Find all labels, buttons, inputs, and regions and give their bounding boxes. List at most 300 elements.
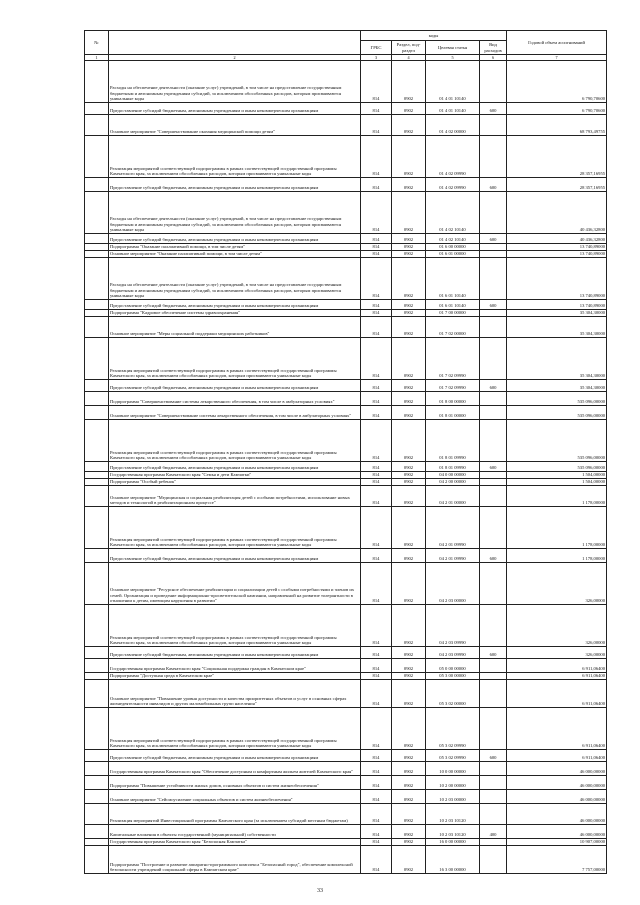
row-cs-cell: 04 2 00 00000	[426, 479, 480, 486]
row-razdel-cell: 0902	[392, 136, 426, 178]
row-cs-cell: 10 2 03 10120	[426, 804, 480, 825]
row-name-cell: Расходы на обеспечение деятельности (оказание услуг) учреждений, в том числе на предоставление государственным бюджетным и автономным учреждениям субсидий, за исключением обособленных расходов, которым присваиваются уникальные коды	[109, 258, 361, 300]
row-vr-cell: 600	[480, 380, 507, 392]
row-cs-cell: 01 7 02 00000	[426, 317, 480, 338]
row-name-cell: Государственная программа Камчатского края "Безопасная Камчатка"	[109, 839, 361, 846]
row-grbs-cell: 814	[361, 244, 392, 251]
row-sum-cell: 35 304,30000	[507, 317, 607, 338]
row-razdel-cell: 0902	[392, 762, 426, 776]
col-vid-header: Вид расходов	[480, 41, 507, 55]
row-razdel-cell: 0902	[392, 790, 426, 804]
row-cs-cell: 04 2 01 09990	[426, 549, 480, 563]
row-grbs-cell: 814	[361, 563, 392, 605]
row-num-cell	[85, 762, 109, 776]
row-num-cell	[85, 563, 109, 605]
table-row	[85, 708, 607, 750]
row-name-cell: Основное мероприятие "Сейсмоусиление социальных объектов и систем жизнеобеспечения"	[109, 790, 361, 804]
row-name-cell: Реализация мероприятий соответствующей подпрограммы в рамках соответствующей государственной программы Камчатского края, за исключением обособленных расходов, которым присваиваются уникальные коды	[109, 605, 361, 647]
row-grbs-cell: 814	[361, 192, 392, 234]
table-row	[85, 472, 607, 479]
row-grbs-cell: 814	[361, 462, 392, 472]
row-cs-cell: 04 2 03 09990	[426, 647, 480, 659]
row-sum-cell: 6 911,06400	[507, 750, 607, 762]
row-cs-cell: 04 0 00 00000	[426, 472, 480, 479]
row-razdel-cell: 0902	[392, 846, 426, 874]
row-num-cell	[85, 192, 109, 234]
row-cs-cell: 01 7 02 09990	[426, 338, 480, 380]
row-vr-cell	[480, 708, 507, 750]
row-sum-cell: 535 096,00000	[507, 406, 607, 420]
row-num-cell	[85, 103, 109, 115]
table-row	[85, 479, 607, 486]
row-cs-cell: 01 6 01 10140	[426, 258, 480, 300]
row-name-cell: Основное мероприятие "Повышение уровня доступности и качества приоритетных объектов и услуг в основных сферах жизнедеятельности инвалидов и других маломобильных групп населения"	[109, 680, 361, 708]
row-grbs-cell: 814	[361, 317, 392, 338]
row-num-cell	[85, 846, 109, 874]
table-row	[85, 310, 607, 317]
row-name-cell: Расходы на обеспечение деятельности (оказание услуг) учреждений, в том числе на предоставление государственным бюджетным и автономным учреждениям субсидий, за исключением обособленных расходов, которым присваиваются уникальные коды	[109, 61, 361, 103]
row-razdel-cell: 0902	[392, 659, 426, 673]
row-name-cell: Реализация мероприятий соответствующей подпрограммы в рамках соответствующей государственной программы Камчатского края, за исключением обособленных расходов, которым присваиваются уникальные коды	[109, 507, 361, 549]
row-num-cell	[85, 310, 109, 317]
row-cs-cell: 01 4 02 00000	[426, 115, 480, 136]
row-grbs-cell: 814	[361, 825, 392, 839]
row-num-cell	[85, 178, 109, 192]
table-row	[85, 659, 607, 673]
row-num-cell	[85, 115, 109, 136]
row-sum-cell: 326,00000	[507, 563, 607, 605]
table-row	[85, 776, 607, 790]
row-num-cell	[85, 673, 109, 680]
row-sum-cell: 13 740,89000	[507, 300, 607, 310]
table-row	[85, 300, 607, 310]
table-row	[85, 251, 607, 258]
row-sum-cell: 1 178,00000	[507, 507, 607, 549]
budget-table-sheet	[84, 30, 606, 874]
row-cs-cell: 10 2 03 00000	[426, 790, 480, 804]
table-row	[85, 647, 607, 659]
row-num-cell	[85, 776, 109, 790]
row-razdel-cell: 0902	[392, 115, 426, 136]
row-razdel-cell: 0902	[392, 486, 426, 507]
table-row	[85, 115, 607, 136]
row-name-cell: Подпрограмма "Кадровое обеспечение системы здравоохранения"	[109, 310, 361, 317]
table-row	[85, 462, 607, 472]
row-cs-cell: 01 4 01 10140	[426, 61, 480, 103]
row-vr-cell: 600	[480, 462, 507, 472]
row-name-cell: Подпрограмма "Повышение устойчивости жилых домов, основных объектов и систем жизнеобеспечения"	[109, 776, 361, 790]
row-razdel-cell: 0902	[392, 61, 426, 103]
row-vr-cell	[480, 790, 507, 804]
table-row	[85, 103, 607, 115]
table-row	[85, 258, 607, 300]
row-vr-cell: 600	[480, 549, 507, 563]
row-name-cell: Основное мероприятие "Совершенствование оказания медицинской помощи детям"	[109, 115, 361, 136]
row-cs-cell: 01 8 01 09990	[426, 462, 480, 472]
row-vr-cell	[480, 804, 507, 825]
row-name-cell: Реализация мероприятий соответствующей подпрограммы в рамках соответствующей государственной программы Камчатского края, за исключением обособленных расходов, которым присваиваются уникальные коды	[109, 420, 361, 462]
row-grbs-cell: 814	[361, 790, 392, 804]
row-vr-cell	[480, 61, 507, 103]
row-sum-cell: 6 911,06400	[507, 708, 607, 750]
col-num-header: №	[85, 31, 109, 55]
table-row	[85, 680, 607, 708]
row-sum-cell: 535 096,00000	[507, 462, 607, 472]
row-sum-cell: 535 096,00000	[507, 420, 607, 462]
row-grbs-cell: 814	[361, 673, 392, 680]
row-grbs-cell: 814	[361, 605, 392, 647]
row-num-cell	[85, 392, 109, 406]
col-razdel-header: Раздел, под-раздел	[392, 41, 426, 55]
table-body	[85, 61, 607, 874]
row-vr-cell	[480, 507, 507, 549]
row-num-cell	[85, 472, 109, 479]
row-name-cell: Основное мероприятие "Медицинская и социальная реабилитация детей с особыми потребностями, использование новых методов и технологий в реабилитационном процессе"	[109, 486, 361, 507]
row-grbs-cell: 814	[361, 115, 392, 136]
table-row	[85, 750, 607, 762]
row-name-cell: Подпрограмма "Построение и развитие аппаратно-программного комплекса "Безопасный город", обеспечение комплексной безопасности учреждений социальной сферы в Камчатском крае"	[109, 846, 361, 874]
row-num-cell	[85, 647, 109, 659]
row-cs-cell: 01 7 00 00000	[426, 310, 480, 317]
row-grbs-cell: 814	[361, 659, 392, 673]
row-vr-cell: 600	[480, 647, 507, 659]
row-razdel-cell: 0902	[392, 563, 426, 605]
row-name-cell: Предоставление субсидий бюджетным, автономным учреждениям и иным некоммерческим организациям	[109, 462, 361, 472]
row-razdel-cell: 0902	[392, 392, 426, 406]
row-cs-cell: 05 3 00 00000	[426, 673, 480, 680]
row-num-cell	[85, 136, 109, 178]
row-name-cell: Подпрограмма "Доступная среда в Камчатском крае"	[109, 673, 361, 680]
row-grbs-cell: 814	[361, 420, 392, 462]
row-num-cell	[85, 244, 109, 251]
row-vr-cell	[480, 776, 507, 790]
row-sum-cell: 6 790,70600	[507, 61, 607, 103]
table-row	[85, 549, 607, 563]
table-row	[85, 380, 607, 392]
row-num-cell	[85, 549, 109, 563]
row-vr-cell: 600	[480, 750, 507, 762]
row-razdel-cell: 0902	[392, 507, 426, 549]
row-sum-cell: 1 178,00000	[507, 486, 607, 507]
row-name-cell: Подпрограмма "Совершенствование системы лекарственного обеспечения, в том числе в амбулаторных условиях"	[109, 392, 361, 406]
row-grbs-cell: 814	[361, 804, 392, 825]
table-row	[85, 486, 607, 507]
row-sum-cell: 535 096,00000	[507, 392, 607, 406]
row-vr-cell	[480, 136, 507, 178]
row-grbs-cell: 814	[361, 61, 392, 103]
row-razdel-cell: 0902	[392, 317, 426, 338]
table-row	[85, 507, 607, 549]
row-num-cell	[85, 750, 109, 762]
row-num-cell	[85, 659, 109, 673]
codes-header: коды	[361, 31, 507, 41]
row-vr-cell: 600	[480, 178, 507, 192]
row-razdel-cell: 0902	[392, 605, 426, 647]
row-razdel-cell: 0902	[392, 192, 426, 234]
row-num-cell	[85, 680, 109, 708]
row-grbs-cell: 814	[361, 680, 392, 708]
row-grbs-cell: 814	[361, 750, 392, 762]
row-grbs-cell: 814	[361, 338, 392, 380]
row-vr-cell	[480, 251, 507, 258]
row-grbs-cell: 814	[361, 479, 392, 486]
row-name-cell: Предоставление субсидий бюджетным, автономным учреждениям и иным некоммерческим организациям	[109, 234, 361, 244]
budget-table	[84, 30, 607, 874]
row-name-cell: Государственная программа Камчатского края "Обеспечение доступным и комфортным жильем жителей Камчатского края"	[109, 762, 361, 776]
row-name-cell: Реализация мероприятий Инвестиционной программы Камчатского края (за исключением субсидий местным бюджетам)	[109, 804, 361, 825]
row-sum-cell: 13 740,89000	[507, 258, 607, 300]
row-sum-cell: 6 790,70600	[507, 103, 607, 115]
row-razdel-cell: 0902	[392, 310, 426, 317]
row-num-cell	[85, 825, 109, 839]
row-cs-cell: 16 0 00 00000	[426, 839, 480, 846]
row-name-cell: Расходы на обеспечение деятельности (оказание услуг) учреждений, в том числе на предоставление государственным бюджетным и автономным учреждениям субсидий, за исключением обособленных расходов, которым присваиваются уникальные коды	[109, 192, 361, 234]
row-grbs-cell: 814	[361, 647, 392, 659]
row-vr-cell	[480, 115, 507, 136]
row-razdel-cell: 0902	[392, 750, 426, 762]
row-num-cell	[85, 486, 109, 507]
row-razdel-cell: 0902	[392, 338, 426, 380]
row-vr-cell	[480, 192, 507, 234]
table-row	[85, 420, 607, 462]
row-razdel-cell: 0902	[392, 708, 426, 750]
table-row	[85, 605, 607, 647]
row-num-cell	[85, 462, 109, 472]
row-cs-cell: 05 3 02 09990	[426, 750, 480, 762]
row-sum-cell: 35 304,30000	[507, 310, 607, 317]
row-num-cell	[85, 507, 109, 549]
row-sum-cell: 6 911,06400	[507, 673, 607, 680]
table-row	[85, 61, 607, 103]
row-cs-cell: 10 2 00 00000	[426, 776, 480, 790]
row-cs-cell: 01 4 02 09990	[426, 136, 480, 178]
row-name-cell: Основное мероприятие "Совершенствование системы лекарственного обеспечения, в том числе в амбулаторных условиях"	[109, 406, 361, 420]
row-cs-cell: 05 3 02 00000	[426, 680, 480, 708]
col-name-header	[109, 31, 361, 55]
row-name-cell: Государственная программа Камчатского края "Семья и дети Камчатки"	[109, 472, 361, 479]
table-row	[85, 839, 607, 846]
row-sum-cell: 40 436,32800	[507, 234, 607, 244]
row-num-cell	[85, 406, 109, 420]
table-row	[85, 244, 607, 251]
row-name-cell: Реализация мероприятий соответствующей подпрограммы в рамках соответствующей государственной программы Камчатского края, за исключением обособленных расходов, которым присваиваются уникальные коды	[109, 338, 361, 380]
row-grbs-cell: 814	[361, 846, 392, 874]
row-razdel-cell: 0902	[392, 406, 426, 420]
row-name-cell: Реализация мероприятий соответствующей подпрограммы в рамках соответствующей государственной программы Камчатского края, за исключением обособленных расходов, которым присваиваются уникальные коды	[109, 708, 361, 750]
row-cs-cell: 01 4 02 09990	[426, 178, 480, 192]
row-sum-cell: 68 793,49755	[507, 115, 607, 136]
row-grbs-cell: 814	[361, 103, 392, 115]
row-name-cell: Предоставление субсидий бюджетным, автономным учреждениям и иным некоммерческим организациям	[109, 549, 361, 563]
row-razdel-cell: 0902	[392, 549, 426, 563]
row-razdel-cell: 0902	[392, 462, 426, 472]
row-num-cell	[85, 420, 109, 462]
row-grbs-cell: 814	[361, 258, 392, 300]
row-vr-cell: 600	[480, 234, 507, 244]
row-vr-cell	[480, 472, 507, 479]
row-grbs-cell: 814	[361, 776, 392, 790]
row-vr-cell	[480, 673, 507, 680]
row-sum-cell: 40 436,32800	[507, 192, 607, 234]
row-vr-cell	[480, 258, 507, 300]
row-vr-cell: 600	[480, 300, 507, 310]
row-cs-cell: 10 0 00 00000	[426, 762, 480, 776]
row-cs-cell: 01 6 00 00000	[426, 244, 480, 251]
row-num-cell	[85, 605, 109, 647]
row-razdel-cell: 0902	[392, 825, 426, 839]
row-num-cell	[85, 790, 109, 804]
row-num-cell	[85, 61, 109, 103]
row-razdel-cell: 0902	[392, 234, 426, 244]
row-sum-cell: 326,00000	[507, 605, 607, 647]
row-sum-cell: 326,00000	[507, 647, 607, 659]
row-grbs-cell: 814	[361, 310, 392, 317]
row-grbs-cell: 814	[361, 380, 392, 392]
row-sum-cell: 13 740,89000	[507, 244, 607, 251]
row-vr-cell	[480, 420, 507, 462]
row-cs-cell: 01 7 02 09990	[426, 380, 480, 392]
row-cs-cell: 04 2 03 09990	[426, 605, 480, 647]
row-cs-cell: 01 8 00 00000	[426, 392, 480, 406]
row-razdel-cell: 0902	[392, 103, 426, 115]
row-num-cell	[85, 300, 109, 310]
row-name-cell: Предоставление субсидий бюджетным, автономным учреждениям и иным некоммерческим организациям	[109, 178, 361, 192]
row-sum-cell: 35 304,30000	[507, 338, 607, 380]
row-vr-cell	[480, 680, 507, 708]
row-name-cell: Подпрограмма "Оказание паллиативной помощи, в том числе детям"	[109, 244, 361, 251]
row-razdel-cell: 0902	[392, 479, 426, 486]
row-razdel-cell: 0902	[392, 300, 426, 310]
row-grbs-cell: 814	[361, 251, 392, 258]
row-name-cell: Предоставление субсидий бюджетным, автономным учреждениям и иным некоммерческим организациям	[109, 750, 361, 762]
row-num-cell	[85, 258, 109, 300]
row-name-cell: Государственная программа Камчатского края "Социальная поддержка граждан в Камчатском крае"	[109, 659, 361, 673]
column-index-row: 1 2 3 4 5 6 7	[85, 55, 607, 61]
row-cs-cell: 01 4 02 10140	[426, 234, 480, 244]
row-razdel-cell: 0902	[392, 804, 426, 825]
row-grbs-cell: 814	[361, 472, 392, 479]
row-sum-cell: 46 000,00000	[507, 804, 607, 825]
row-cs-cell: 05 3 02 09990	[426, 708, 480, 750]
row-vr-cell	[480, 244, 507, 251]
row-num-cell	[85, 708, 109, 750]
row-razdel-cell: 0902	[392, 647, 426, 659]
row-cs-cell: 01 4 01 10140	[426, 103, 480, 115]
col-celevaya-header: Целевая статья	[426, 41, 480, 55]
row-razdel-cell: 0902	[392, 673, 426, 680]
row-name-cell: Предоставление субсидий бюджетным, автономным учреждениям и иным некоммерческим организациям	[109, 300, 361, 310]
col-volume-header: Годовой объем ассигнований	[507, 31, 607, 55]
row-cs-cell: 04 2 01 00000	[426, 486, 480, 507]
row-sum-cell: 35 304,30000	[507, 380, 607, 392]
row-sum-cell: 46 000,00000	[507, 825, 607, 839]
row-sum-cell: 13 740,89000	[507, 251, 607, 258]
row-vr-cell	[480, 406, 507, 420]
row-cs-cell: 10 2 03 10120	[426, 825, 480, 839]
row-sum-cell: 7 757,00000	[507, 846, 607, 874]
row-sum-cell: 46 000,00000	[507, 790, 607, 804]
row-grbs-cell: 814	[361, 549, 392, 563]
row-name-cell: Реализация мероприятий соответствующей подпрограммы в рамках соответствующей государственной программы Камчатского края, за исключением обособленных расходов, которым присваиваются уникальные коды	[109, 136, 361, 178]
row-vr-cell	[480, 846, 507, 874]
row-name-cell: Основное мероприятие "Меры социальной поддержки медицинских работников"	[109, 317, 361, 338]
table-row	[85, 762, 607, 776]
row-sum-cell: 10 907,00000	[507, 839, 607, 846]
row-sum-cell: 6 911,06400	[507, 680, 607, 708]
row-grbs-cell: 814	[361, 486, 392, 507]
row-name-cell: Предоставление субсидий бюджетным, автономным учреждениям и иным некоммерческим организациям	[109, 647, 361, 659]
row-grbs-cell: 814	[361, 708, 392, 750]
row-num-cell	[85, 804, 109, 825]
row-cs-cell: 01 6 01 10140	[426, 300, 480, 310]
table-row	[85, 338, 607, 380]
table-row	[85, 406, 607, 420]
row-sum-cell: 1 504,00000	[507, 479, 607, 486]
row-vr-cell	[480, 338, 507, 380]
row-sum-cell: 46 000,00000	[507, 776, 607, 790]
row-vr-cell	[480, 839, 507, 846]
row-razdel-cell: 0902	[392, 839, 426, 846]
row-vr-cell: 600	[480, 103, 507, 115]
row-grbs-cell: 814	[361, 507, 392, 549]
row-num-cell	[85, 839, 109, 846]
row-razdel-cell: 0902	[392, 251, 426, 258]
table-row	[85, 825, 607, 839]
row-cs-cell: 05 0 00 00000	[426, 659, 480, 673]
row-grbs-cell: 814	[361, 839, 392, 846]
row-sum-cell: 28 357,16955	[507, 136, 607, 178]
row-name-cell: Основное мероприятие "Оказание паллиативной помощи, в том числе детям"	[109, 251, 361, 258]
row-razdel-cell: 0902	[392, 776, 426, 790]
row-num-cell	[85, 234, 109, 244]
table-row	[85, 136, 607, 178]
row-cs-cell: 04 2 01 09990	[426, 507, 480, 549]
row-grbs-cell: 814	[361, 136, 392, 178]
row-name-cell: Подпрограмма "Особый ребенок"	[109, 479, 361, 486]
row-cs-cell: 01 8 01 00000	[426, 406, 480, 420]
row-sum-cell: 28 357,16955	[507, 178, 607, 192]
table-row	[85, 563, 607, 605]
row-num-cell	[85, 251, 109, 258]
table-row	[85, 234, 607, 244]
row-cs-cell: 01 8 01 09990	[426, 420, 480, 462]
row-razdel-cell: 0902	[392, 420, 426, 462]
row-num-cell	[85, 380, 109, 392]
row-vr-cell	[480, 392, 507, 406]
row-name-cell: Предоставление субсидий бюджетным, автономным учреждениям и иным некоммерческим организациям	[109, 103, 361, 115]
row-name-cell: Капитальные вложения в объекты государственной (муниципальной) собственности	[109, 825, 361, 839]
table-row	[85, 846, 607, 874]
row-vr-cell: 400	[480, 825, 507, 839]
row-razdel-cell: 0902	[392, 178, 426, 192]
row-vr-cell	[480, 563, 507, 605]
row-vr-cell	[480, 486, 507, 507]
row-num-cell	[85, 479, 109, 486]
row-razdel-cell: 0902	[392, 244, 426, 251]
col-grbs-header: ГРБС	[361, 41, 392, 55]
row-cs-cell: 01 4 02 10140	[426, 192, 480, 234]
row-razdel-cell: 0902	[392, 680, 426, 708]
row-razdel-cell: 0902	[392, 258, 426, 300]
row-num-cell	[85, 317, 109, 338]
row-num-cell	[85, 338, 109, 380]
row-grbs-cell: 814	[361, 300, 392, 310]
table-row	[85, 804, 607, 825]
row-grbs-cell: 814	[361, 406, 392, 420]
row-grbs-cell: 814	[361, 392, 392, 406]
row-cs-cell: 01 6 01 00000	[426, 251, 480, 258]
page-number: 33	[317, 888, 323, 894]
